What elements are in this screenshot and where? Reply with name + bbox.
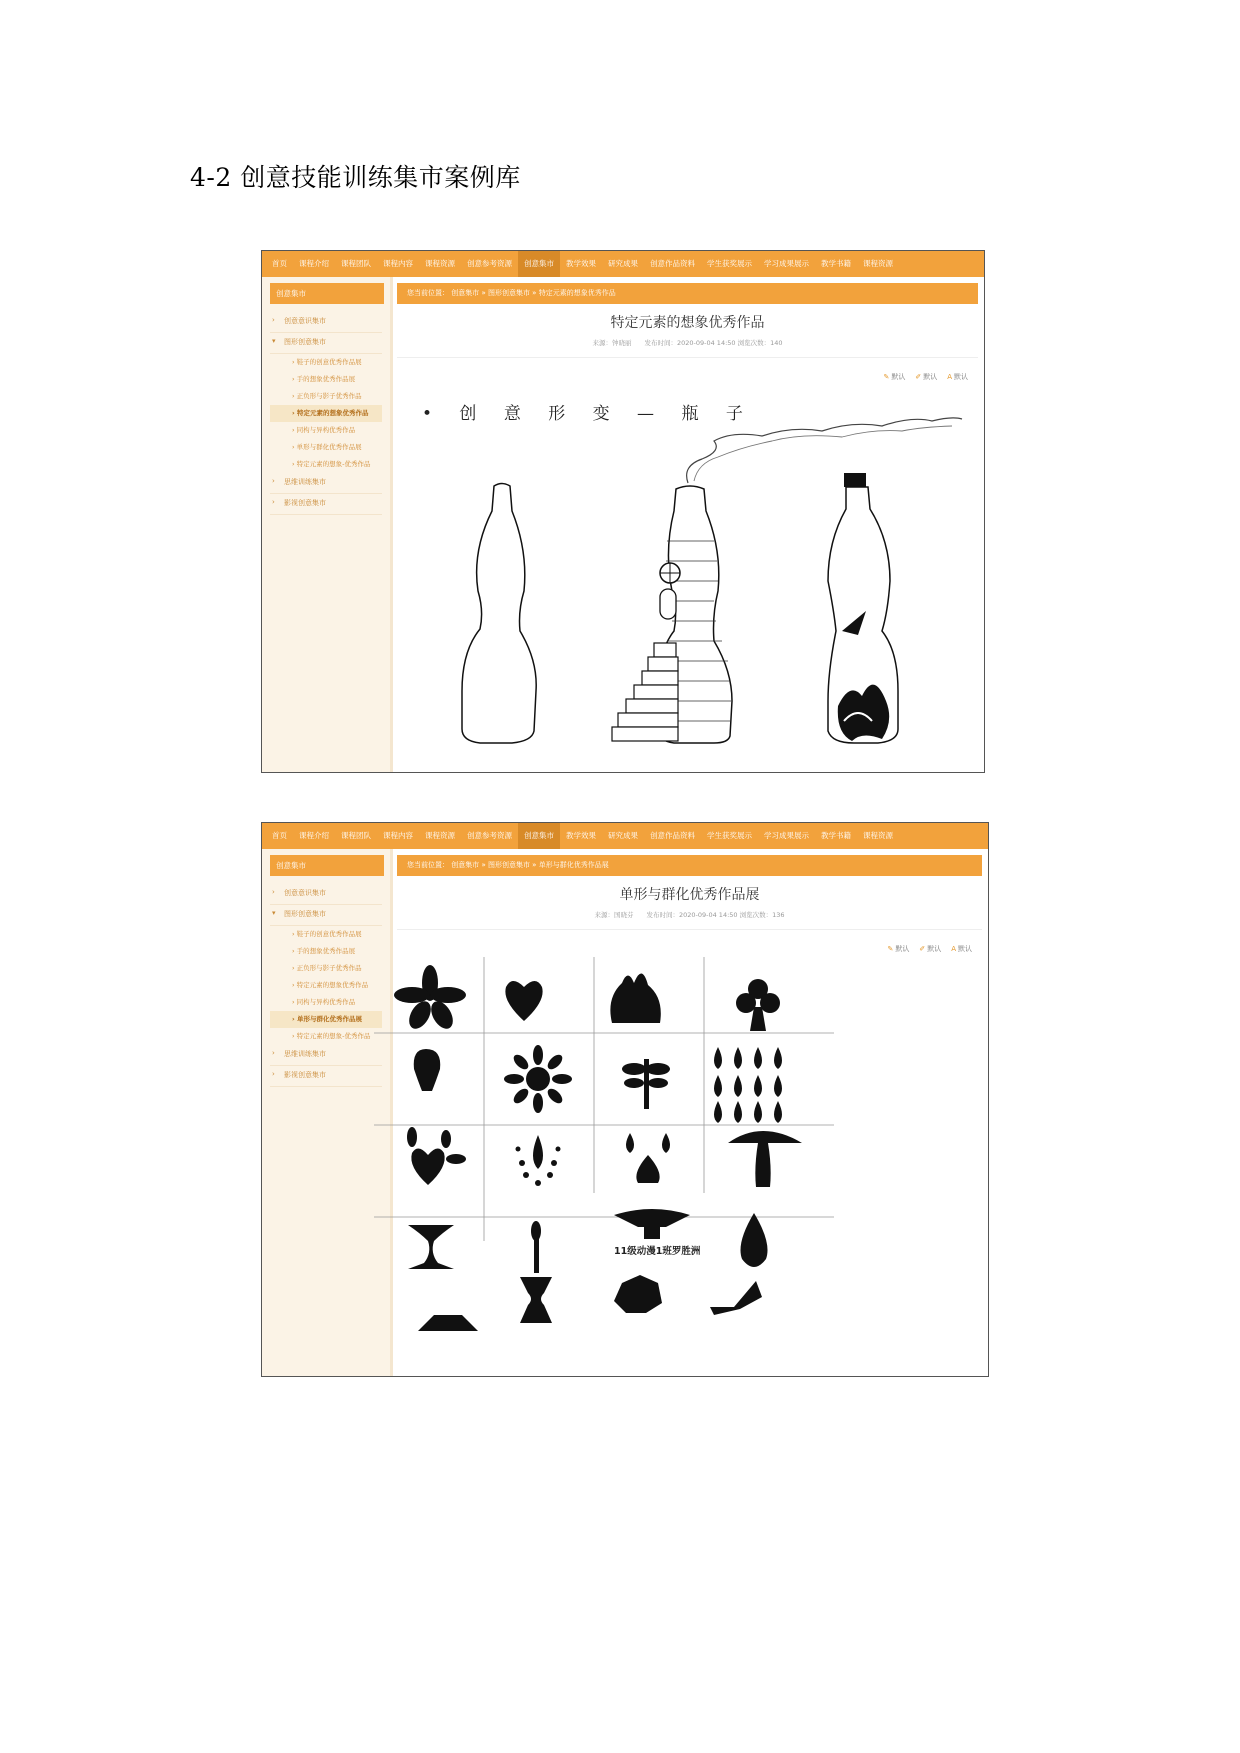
nav-item[interactable]: 研究成果 [608,259,638,268]
nav-item[interactable]: 教学书籍 [821,831,851,840]
breadcrumb: 您当前位置： 创意集市 » 图形创意集市 » 特定元素的想象优秀作品 [397,283,978,304]
sidebar-heading: 创意集市 [270,855,384,876]
sidebar-list [262,884,390,1087]
nav-item[interactable]: 创意集市 [518,251,560,277]
document-title: 4-2 创意技能训练集市案例库 [190,163,521,192]
nav-item[interactable]: 首页 [272,831,287,840]
screenshot-single-and-group [261,822,989,1377]
action-icon: ✐ [919,945,926,953]
action-default-button[interactable] [919,944,941,954]
action-icon: ✐ [915,373,922,381]
sidebar-subitem[interactable]: › 正负形与影子优秀作品 [292,392,362,400]
nav-item[interactable]: 教学效果 [566,259,596,268]
nav-item[interactable]: 课程资源 [863,831,893,840]
nav-item[interactable]: 课程资源 [425,259,455,268]
sidebar-subitem[interactable]: › 同构与异构优秀作品 [292,426,356,434]
sidebar-subitem[interactable]: › 手的想象优秀作品展 [292,947,356,955]
article-title: 单形与群化优秀作品展 [619,887,760,903]
action-label: 默认 [923,373,938,381]
nav-item[interactable]: 课程团队 [341,259,371,268]
sidebar [262,277,393,772]
action-icon: A [947,373,952,381]
action-label: 默认 [895,945,910,953]
sidebar-item[interactable]: › 思维训练集市 [270,1045,382,1066]
action-icon: ✎ [883,373,890,381]
article-title: 特定元素的想象优秀作品 [610,315,765,331]
action-label: 默认 [954,373,968,381]
sidebar-subitem[interactable]: › 鞋子的创意优秀作品展 [292,930,362,938]
sidebar-subitem[interactable]: › 特定元素的想象-优秀作品 [292,1032,371,1040]
sidebar-item[interactable]: ▾ 图形创意集市 [270,333,382,354]
nav-item[interactable]: 创意参考资源 [467,831,512,840]
nav-item[interactable]: 课程内容 [383,259,413,268]
sidebar [262,849,393,1376]
sidebar-item[interactable]: › 思维训练集市 [270,473,382,494]
sidebar-item[interactable]: › 影视创意集市 [270,494,382,515]
action-label: 默认 [891,373,906,381]
action-default-button[interactable] [887,944,909,954]
sidebar-subitem[interactable]: › 特定元素的想象-优秀作品 [292,460,371,468]
sidebar-subitem[interactable]: › 单形与群化优秀作品展 [270,1011,382,1028]
nav-item[interactable]: 课程介绍 [299,831,329,840]
sidebar-list [262,312,390,515]
action-icon: A [951,945,956,953]
sidebar-item[interactable]: › 影视创意集市 [270,1066,382,1087]
top-navigation [262,251,984,277]
nav-item[interactable]: 创意参考资源 [467,259,512,268]
top-navigation [262,823,988,849]
sidebar-subitem[interactable]: › 同构与异构优秀作品 [292,998,356,1006]
sidebar-subitem[interactable]: › 特定元素的想象优秀作品 [292,981,369,989]
nav-item[interactable]: 学习成果展示 [764,831,809,840]
nav-item[interactable]: 学生获奖展示 [707,259,752,268]
sidebar-subitem[interactable]: › 特定元素的想象优秀作品 [270,405,382,422]
sidebar-subitem[interactable]: › 手的想象优秀作品展 [292,375,356,383]
main-content [397,849,982,1376]
action-default-button[interactable] [915,372,937,382]
sidebar-item[interactable]: ▾ 图形创意集市 [270,905,382,926]
action-label: 默认 [927,945,942,953]
breadcrumb: 您当前位置： 创意集市 » 图形创意集市 » 单形与群化优秀作品展 [397,855,982,876]
sidebar-subitem[interactable]: › 鞋子的创意优秀作品展 [292,358,362,366]
action-default-button[interactable] [951,944,972,954]
sidebar-subitem[interactable]: › 单形与群化优秀作品展 [292,443,362,451]
action-default-button[interactable] [883,372,905,382]
sidebar-item[interactable]: › 创意意识集市 [270,884,382,905]
sidebar-subitem[interactable]: › 正负形与影子优秀作品 [292,964,362,972]
nav-item[interactable]: 学习成果展示 [764,259,809,268]
slide-heading: • 创 意 形 变 — 瓶 子 [422,404,754,424]
nav-item[interactable]: 课程资源 [425,831,455,840]
article-actions [397,944,972,954]
nav-item[interactable]: 课程介绍 [299,259,329,268]
screenshot-specific-element [261,250,985,773]
nav-item[interactable]: 教学效果 [566,831,596,840]
nav-item[interactable]: 创意作品资料 [650,259,695,268]
nav-item[interactable]: 课程内容 [383,831,413,840]
nav-item[interactable]: 研究成果 [608,831,638,840]
article-actions [397,372,968,382]
nav-item[interactable]: 课程资源 [863,259,893,268]
nav-item[interactable]: 创意作品资料 [650,831,695,840]
sidebar-item[interactable]: › 创意意识集市 [270,312,382,333]
nav-item[interactable]: 教学书籍 [821,259,851,268]
nav-item[interactable]: 创意集市 [518,823,560,849]
action-icon: ✎ [887,945,894,953]
action-label: 默认 [958,945,972,953]
nav-item[interactable]: 课程团队 [341,831,371,840]
main-content [397,277,978,772]
sidebar-heading: 创意集市 [270,283,384,304]
nav-item[interactable]: 首页 [272,259,287,268]
grid-caption: 11级动漫1班罗胜洲 [614,1246,701,1257]
article-meta: 来源：钟晓丽 发布时间：2020-09-04 14:50 浏览次数：140 [397,338,978,358]
article-meta: 来源：国晓芬 发布时间：2020-09-04 14:50 浏览次数：136 [397,910,982,930]
nav-item[interactable]: 学生获奖展示 [707,831,752,840]
action-default-button[interactable] [947,372,968,382]
